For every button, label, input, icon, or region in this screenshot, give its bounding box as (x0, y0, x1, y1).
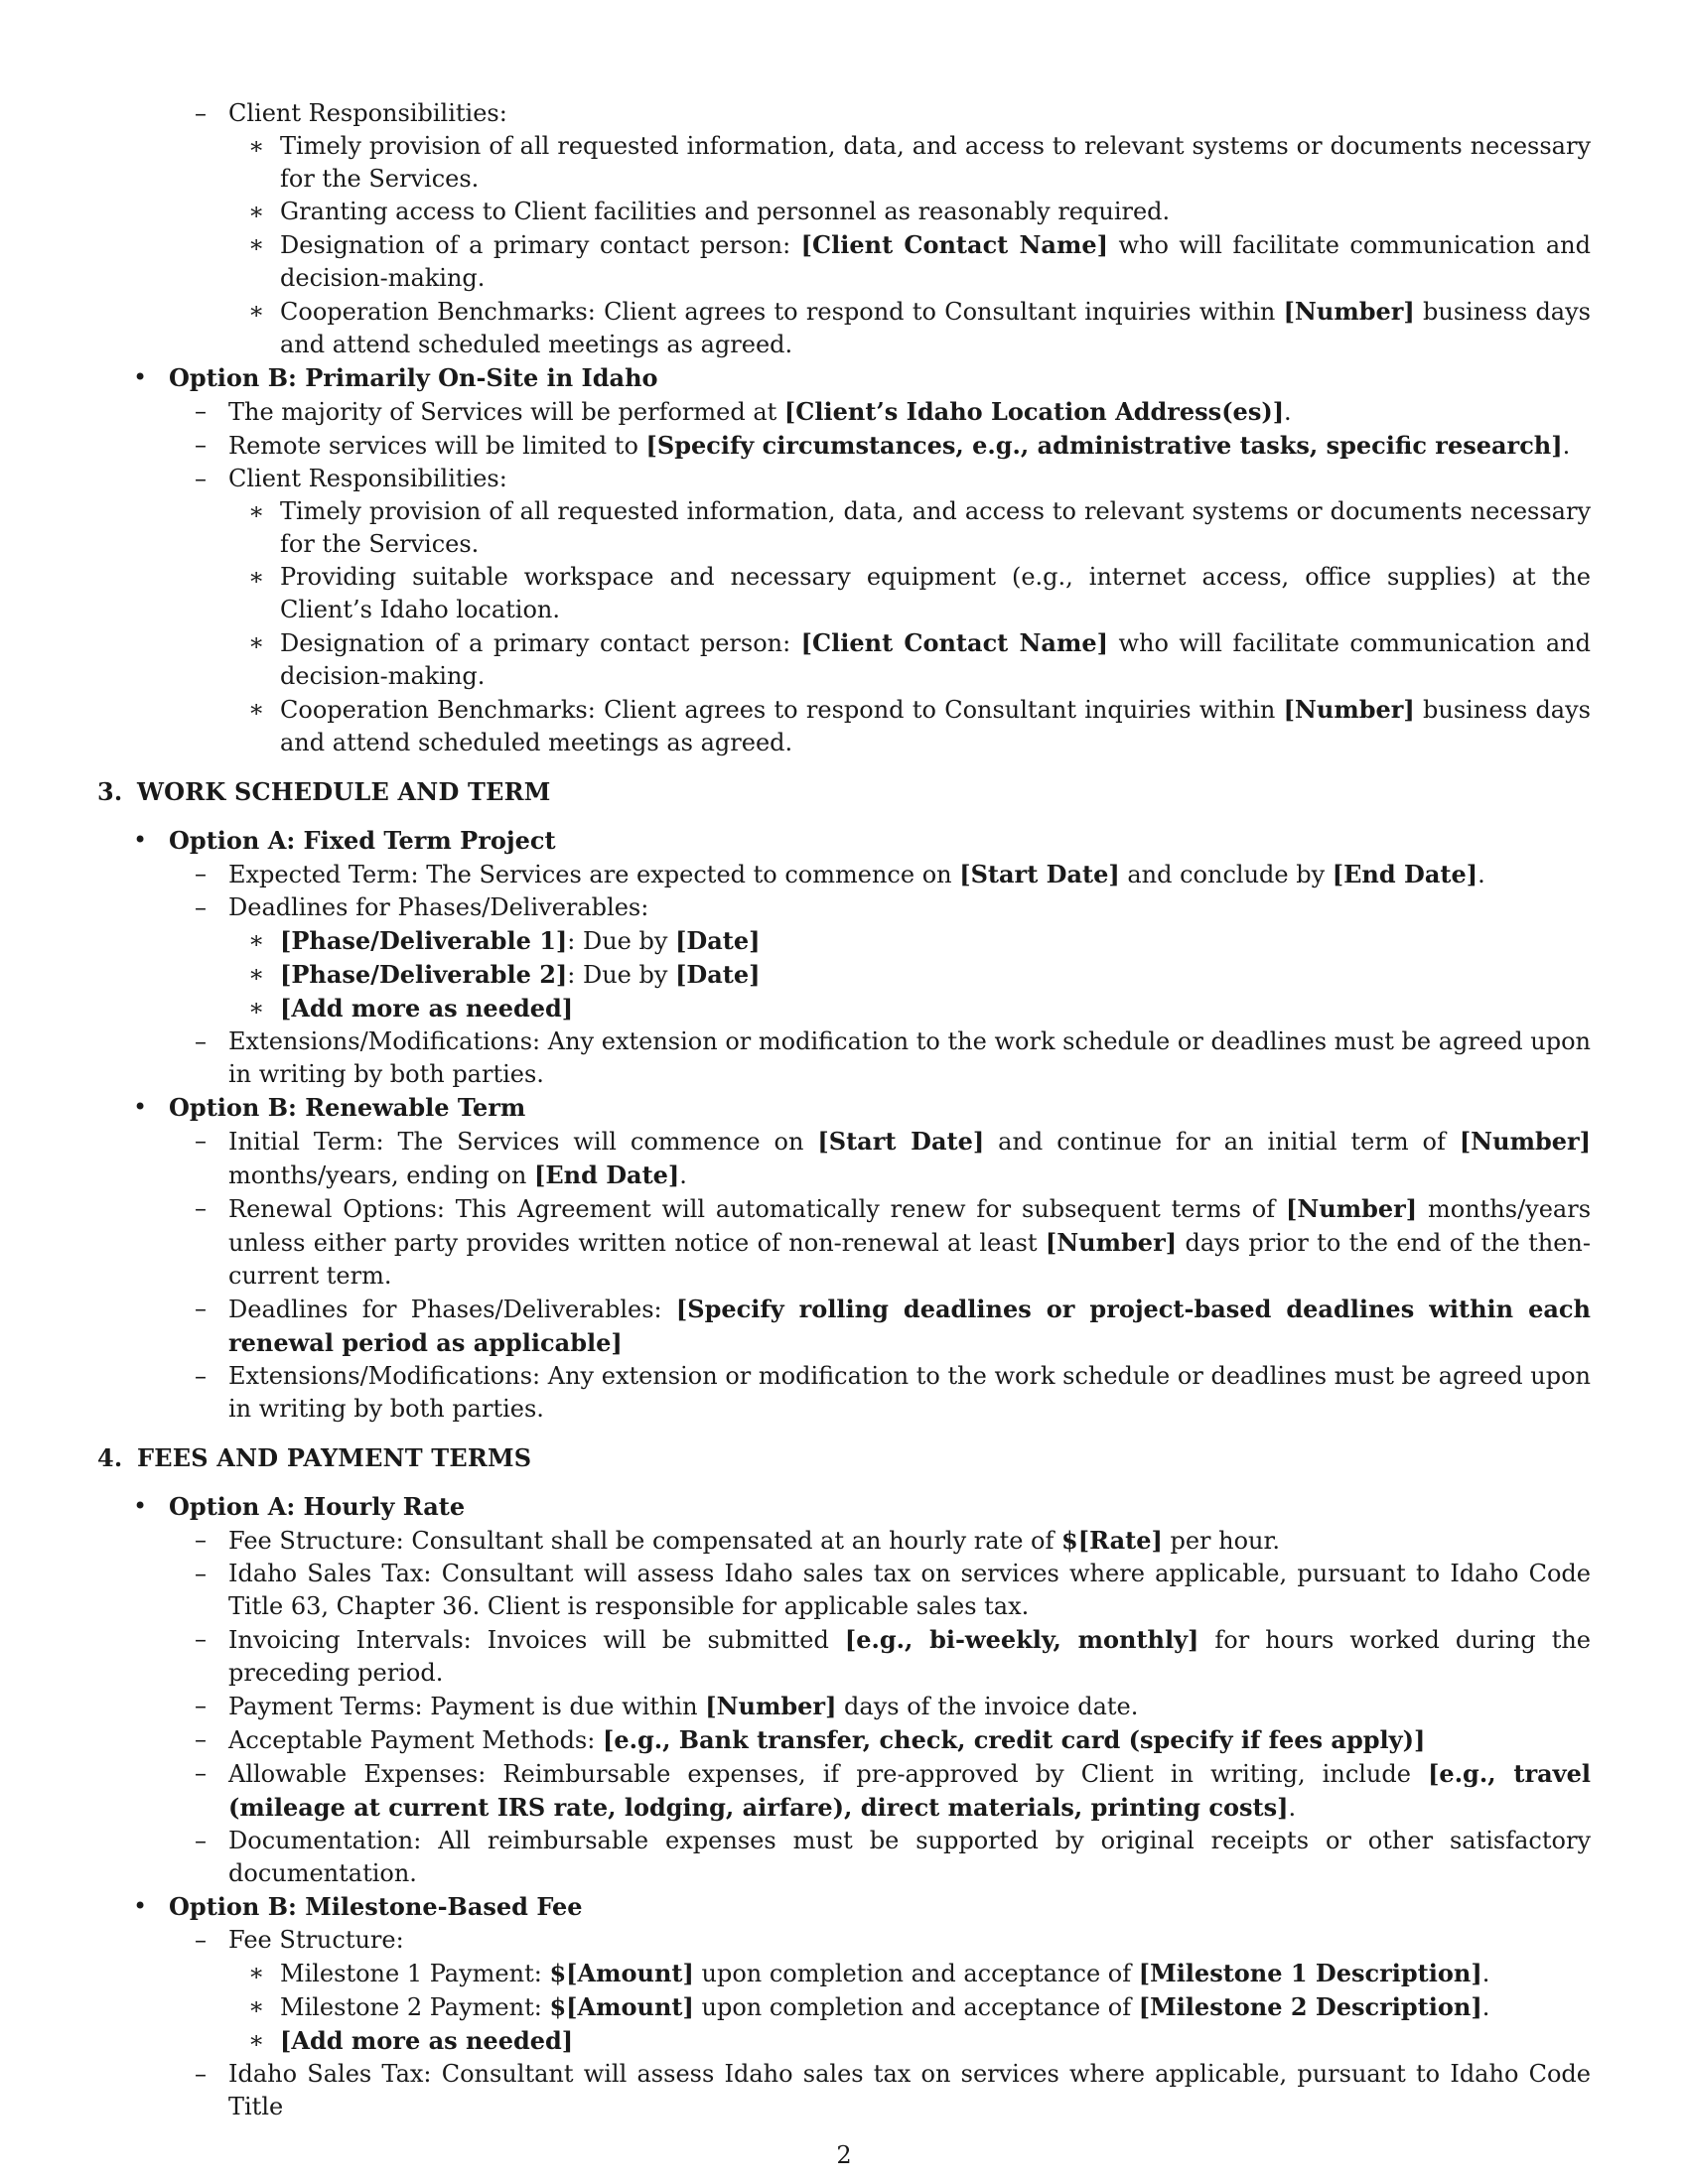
text-run: Client Responsibilities: (228, 99, 507, 127)
text-run: Providing suitable workspace and necessary equipment (e.g., internet access, office supplies) at the Client’s Idaho location. (280, 563, 1591, 623)
list-marker: – (195, 1827, 207, 1854)
text-run: Fee Structure: Consultant shall be compensated at an hourly rate of (228, 1527, 1062, 1555)
document-body (97, 97, 1591, 2123)
sub-list-item (97, 693, 1591, 759)
placeholder-field: Option B: Primarily On-Site in Idaho (169, 363, 658, 392)
text-run: . (1481, 1960, 1490, 1987)
list-marker: • (133, 1093, 148, 1121)
text-run: . (1284, 398, 1292, 426)
list-item (97, 429, 1591, 463)
placeholder-field: Option B: Renewable Term (169, 1093, 526, 1122)
text-run: Milestone 2 Payment: (280, 1993, 550, 2021)
sub-list-item (97, 924, 1591, 958)
text-run: Extensions/Modifications: Any extension or modification to the work schedule or deadlines must be agreed upon in writing by both parties. (228, 1027, 1591, 1088)
placeholder-field: [e.g., travel (mileage at current IRS rate, lodging, airfare), direct materials, printing costs] (228, 1759, 1591, 1822)
list-marker: – (195, 1362, 207, 1390)
placeholder-field: [Number] (1459, 1127, 1592, 1156)
sub-list-item (97, 495, 1591, 561)
text-run: months/years unless either party provides written notice of non-renewal at least (228, 1195, 1592, 1257)
sub-list-item (97, 1957, 1591, 1990)
placeholder-field: [e.g., bi-weekly, monthly] (844, 1625, 1199, 1654)
list-marker: ∗ (248, 132, 265, 160)
text-run: days prior to the end of the then-current term. (228, 1229, 1591, 1290)
placeholder-field: [End Date] (1332, 860, 1478, 888)
text-run: Client Responsibilities: (228, 465, 507, 492)
placeholder-field: [Number] (705, 1692, 837, 1720)
list-item (97, 1825, 1591, 1890)
list-item (97, 1723, 1591, 1757)
list-item (97, 463, 1591, 495)
list-item (97, 1125, 1591, 1192)
text-run: Expected Term: The Services are expected to commence on (228, 861, 960, 888)
text-run: FEES AND PAYMENT TERMS (137, 1443, 532, 1472)
sub-list-item (97, 958, 1591, 992)
placeholder-field: [Client Contact Name] (800, 628, 1108, 657)
list-marker: ∗ (248, 628, 265, 656)
text-run: . (1481, 1993, 1490, 2021)
text-run: Renewal Options: This Agreement will automatically renew for subsequent terms of (228, 1195, 1286, 1223)
text-run: business days and attend scheduled meetings as agreed. (280, 696, 1591, 756)
placeholder-field: [Date] (675, 960, 761, 989)
list-item (97, 1360, 1591, 1426)
text-run: Deadlines for Phases/Deliverables: (228, 893, 649, 921)
list-marker: – (195, 1027, 207, 1055)
text-run: months/years, ending on (228, 1161, 534, 1189)
list-marker: ∗ (248, 695, 265, 723)
option-item (97, 361, 1591, 395)
text-run: Allowable Expenses: Reimbursable expenses, if pre-approved by Client in writing, include (228, 1760, 1429, 1788)
list-marker: – (195, 1759, 207, 1787)
text-run: Idaho Sales Tax: Consultant will assess Idaho sales tax on services where applicable, pursuant to Idaho Code Title 63, Chapter 36. Client is responsible for applicable sales tax. (228, 1560, 1591, 1620)
placeholder-field: [Specify rolling deadlines or project-based deadlines within each renewal period as applicable] (228, 1295, 1591, 1357)
list-marker: ∗ (248, 926, 265, 954)
sub-list-item (97, 295, 1591, 361)
text-run: Designation of a primary contact person: (280, 231, 801, 259)
sub-list-item (97, 1990, 1591, 2024)
list-marker: – (195, 1526, 207, 1554)
list-marker: ∗ (248, 230, 265, 258)
text-run: who will facilitate communication and decision-making. (280, 629, 1591, 690)
text-run: Granting access to Client facilities and personnel as reasonably required. (280, 198, 1171, 225)
text-run: . (1477, 861, 1485, 888)
text-run: Timely provision of all requested information, data, and access to relevant systems or documents necessary for the Services. (280, 132, 1591, 193)
placeholder-field: [Client Contact Name] (800, 230, 1108, 259)
placeholder-field: [Phase/Deliverable 2] (280, 960, 568, 989)
list-marker: – (195, 1194, 207, 1222)
text-run: Deadlines for Phases/Deliverables: (228, 1296, 676, 1323)
sub-list-item (97, 561, 1591, 626)
list-marker: ∗ (248, 563, 265, 591)
text-run: Idaho Sales Tax: Consultant will assess Idaho sales tax on services where applicable, pursuant to Idaho Code Title (228, 2060, 1591, 2120)
list-marker: ∗ (248, 994, 265, 1022)
sub-list-item (97, 992, 1591, 1025)
section-heading (97, 1441, 1591, 1474)
list-marker: ∗ (248, 297, 265, 325)
sub-list-item (97, 2024, 1591, 2058)
placeholder-field: [Client’s Idaho Location Address(es)] (783, 397, 1285, 426)
list-item (97, 1623, 1591, 1690)
text-run: Remote services will be limited to (228, 432, 646, 460)
list-marker: – (195, 465, 207, 492)
sub-list-item (97, 196, 1591, 228)
list-marker: ∗ (248, 497, 265, 525)
list-marker: – (195, 1625, 207, 1653)
list-item (97, 1690, 1591, 1723)
list-item (97, 1025, 1591, 1091)
placeholder-field: [Milestone 2 Description] (1138, 1992, 1482, 2021)
list-marker: – (195, 99, 207, 127)
placeholder-field: Option B: Milestone-Based Fee (169, 1892, 583, 1921)
text-run: per hour. (1162, 1527, 1280, 1555)
text-run: Invoicing Intervals: Invoices will be submitted (228, 1626, 845, 1654)
text-run: for hours worked during the preceding period. (228, 1626, 1591, 1687)
list-marker: – (195, 397, 207, 425)
list-marker: – (195, 893, 207, 921)
placeholder-field: [Add more as needed] (280, 994, 574, 1023)
placeholder-field: Option A: Fixed Term Project (169, 826, 556, 855)
placeholder-field: [Add more as needed] (280, 2026, 574, 2055)
sub-list-item (97, 228, 1591, 295)
list-marker: ∗ (248, 1959, 265, 1986)
placeholder-field: Option A: Hourly Rate (169, 1492, 466, 1521)
text-run: Cooperation Benchmarks: Client agrees to respond to Consultant inquiries within (280, 298, 1284, 326)
placeholder-field: [Number] (1283, 297, 1415, 326)
list-item (97, 1192, 1591, 1293)
text-run: Acceptable Payment Methods: (228, 1726, 603, 1754)
list-marker: • (133, 1492, 148, 1520)
option-item (97, 1091, 1591, 1125)
placeholder-field: [Milestone 1 Description] (1138, 1959, 1482, 1987)
text-run: Payment Terms: Payment is due within (228, 1693, 706, 1720)
placeholder-field: [Number] (1285, 1194, 1418, 1223)
sub-list-item (97, 130, 1591, 196)
list-item (97, 97, 1591, 130)
placeholder-field: [Date] (675, 926, 761, 955)
page-number: 2 (836, 2141, 852, 2169)
text-run: who will facilitate communication and decision-making. (280, 231, 1591, 292)
text-run: Documentation: All reimbursable expenses must be supported by original receipts or other satisfactory documentation. (228, 1827, 1591, 1887)
list-marker: – (195, 1926, 207, 1954)
text-run: Fee Structure: (228, 1926, 404, 1954)
placeholder-field: [Phase/Deliverable 1] (280, 926, 568, 955)
list-marker: – (195, 1560, 207, 1587)
option-item (97, 1490, 1591, 1524)
placeholder-field: [e.g., Bank transfer, check, credit card (specify if fees apply)] (602, 1725, 1426, 1754)
list-marker: ∗ (248, 198, 265, 225)
text-run: and continue for an initial term of (984, 1128, 1460, 1156)
text-run: Milestone 1 Payment: (280, 1960, 550, 1987)
text-run: WORK SCHEDULE AND TERM (137, 777, 551, 806)
list-marker: – (195, 1692, 207, 1719)
placeholder-field: [Start Date] (959, 860, 1120, 888)
text-run: : Due by (567, 927, 676, 955)
text-run: The majority of Services will be performed at (228, 398, 784, 426)
list-marker: – (195, 431, 207, 459)
text-run: and conclude by (1119, 861, 1333, 888)
placeholder-field: [Number] (1283, 695, 1415, 724)
list-item (97, 395, 1591, 429)
placeholder-field: [Number] (1045, 1228, 1178, 1257)
option-item (97, 1890, 1591, 1924)
list-marker: • (133, 1892, 148, 1920)
list-item (97, 891, 1591, 924)
section-number: 3. (97, 777, 123, 806)
section-heading (97, 775, 1591, 808)
list-marker: – (195, 1725, 207, 1753)
list-marker: • (133, 363, 148, 391)
text-run: Extensions/Modifications: Any extension or modification to the work schedule or deadlines must be agreed upon in writing by both parties. (228, 1362, 1591, 1423)
text-run: Initial Term: The Services will commence on (228, 1128, 818, 1156)
sub-list-item (97, 626, 1591, 693)
placeholder-field: [End Date] (533, 1160, 680, 1189)
text-run: days of the invoice date. (836, 1693, 1139, 1720)
list-item (97, 1524, 1591, 1558)
text-run: upon completion and acceptance of (693, 1960, 1139, 1987)
text-run: . (1562, 432, 1571, 460)
list-marker: – (195, 1127, 207, 1155)
text-run: Timely provision of all requested information, data, and access to relevant systems or documents necessary for the Services. (280, 497, 1591, 558)
list-marker: – (195, 2060, 207, 2088)
text-run: : Due by (567, 961, 676, 989)
text-run: Cooperation Benchmarks: Client agrees to respond to Consultant inquiries within (280, 696, 1284, 724)
list-item (97, 2058, 1591, 2123)
placeholder-field: [Specify circumstances, e.g., administrative tasks, specific research] (645, 431, 1563, 460)
placeholder-field: $[Rate] (1061, 1526, 1163, 1555)
list-item (97, 1924, 1591, 1957)
list-marker: ∗ (248, 1992, 265, 2020)
option-item (97, 824, 1591, 858)
list-marker: • (133, 826, 148, 854)
placeholder-field: [Start Date] (817, 1127, 985, 1156)
list-marker: ∗ (248, 2026, 265, 2054)
text-run: Designation of a primary contact person: (280, 629, 801, 657)
list-marker: – (195, 1295, 207, 1322)
list-item (97, 1293, 1591, 1360)
list-marker: – (195, 860, 207, 887)
list-item (97, 858, 1591, 891)
text-run: upon completion and acceptance of (693, 1993, 1139, 2021)
text-run: business days and attend scheduled meetings as agreed. (280, 298, 1591, 358)
list-marker: ∗ (248, 960, 265, 988)
placeholder-field: $[Amount] (549, 1959, 694, 1987)
section-number: 4. (97, 1443, 123, 1472)
placeholder-field: $[Amount] (549, 1992, 694, 2021)
text-run: . (1288, 1794, 1297, 1822)
list-item (97, 1558, 1591, 1623)
list-item (97, 1757, 1591, 1825)
text-run: . (679, 1161, 687, 1189)
